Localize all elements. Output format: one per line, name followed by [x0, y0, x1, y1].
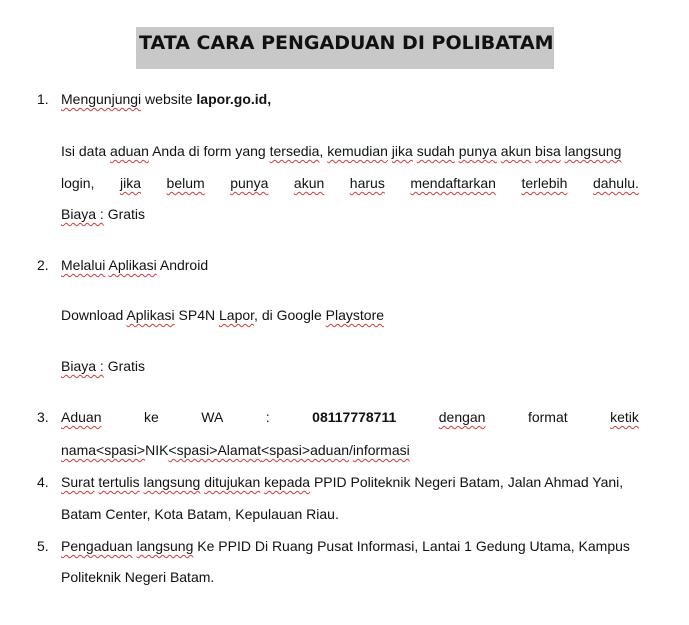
item-1-number: 1. — [37, 91, 49, 107]
item-1-cost — [61, 206, 145, 222]
word: format — [527, 409, 568, 425]
cost-value: Gratis — [103, 206, 146, 222]
word: mendaftarkan — [410, 175, 496, 191]
word: login, — [61, 175, 95, 191]
item-2-number: 2. — [37, 257, 49, 273]
item-3-number: 3. — [37, 409, 49, 425]
text-fragment: nama — [61, 442, 97, 458]
item-3-line-2 — [61, 442, 410, 458]
word: jika — [120, 175, 142, 191]
item-2-cost — [61, 358, 145, 374]
item-5-line-1 — [61, 538, 630, 554]
text-fragment: tertulis — [98, 474, 140, 490]
text-fragment: Ke PPID Di Ruang Pusat Informasi, Lantai 1 Gedung Utama, Kampus — [193, 538, 630, 554]
text-fragment: aduan — [310, 442, 350, 458]
text-fragment: tersedia — [269, 143, 320, 159]
text-fragment: jika — [391, 143, 413, 159]
item-4-line-2: Batam Center, Kota Batam, Kepulauan Riau. — [61, 506, 339, 522]
word: Aduan — [61, 409, 102, 425]
text-fragment: kemudian — [327, 143, 388, 159]
text-fragment: Surat — [61, 474, 95, 490]
text-fragment: Aplikasi — [126, 307, 175, 323]
text-fragment: NIK — [145, 442, 169, 458]
text-fragment: ditujukan — [204, 474, 261, 490]
text-fragment: <spasi> — [168, 442, 218, 458]
text-fragment: Pengaduan — [61, 538, 133, 554]
text-fragment: PPID Politeknik Negeri Batam, Jalan Ahmad Yani, — [310, 474, 624, 490]
item-1-paragraph-line-1 — [61, 143, 621, 159]
text-fragment: bisa — [535, 143, 561, 159]
text-fragment: langsung — [136, 538, 194, 554]
item-1-line — [61, 91, 271, 107]
item-5-line-2: Politeknik Negeri Batam. — [61, 569, 215, 585]
text-fragment: Anda di form yang — [148, 143, 270, 159]
text-fragment: aduan — [110, 143, 149, 159]
text-fragment: sudah — [416, 143, 455, 159]
text-fragment: Download — [61, 307, 127, 323]
text-fragment: , di Google — [254, 307, 326, 323]
item-4-number: 4. — [37, 474, 49, 490]
item-1-website: lapor.go.id, — [196, 91, 272, 107]
item-5-number: 5. — [37, 538, 49, 554]
text-fragment: <spasi> — [261, 442, 311, 458]
text-fragment: Android — [156, 257, 209, 273]
text-fragment: Playstore — [325, 307, 385, 323]
item-1-paragraph-line-2 — [61, 175, 639, 191]
word: terlebih — [521, 175, 568, 191]
text-fragment: SP4N — [174, 307, 219, 323]
text-fragment: Alamat — [217, 442, 262, 458]
item-2-download — [61, 307, 384, 323]
word: punya — [230, 175, 269, 191]
word: dengan — [438, 409, 486, 425]
item-3-line-1 — [61, 409, 639, 425]
text-fragment: informasi — [352, 442, 410, 458]
text-fragment: <spasi> — [96, 442, 146, 458]
phone-number: 08117778711 — [312, 409, 397, 425]
item-1-text: website — [141, 91, 197, 107]
word: WA — [201, 409, 224, 425]
item-1-word: Mengunjungi — [61, 91, 142, 107]
word: : — [265, 409, 270, 425]
word: harus — [349, 175, 385, 191]
text-fragment: kepada — [264, 474, 311, 490]
cost-value: Gratis — [103, 358, 146, 374]
word: dahulu. — [592, 175, 639, 191]
cost-label: Biaya : — [61, 358, 104, 374]
text-fragment: Isi data — [61, 143, 111, 159]
word: akun — [293, 175, 325, 191]
cost-label: Biaya : — [61, 206, 104, 222]
text-fragment: / — [349, 442, 353, 458]
text-fragment: langsung — [564, 143, 622, 159]
text-fragment: Melalui — [61, 257, 106, 273]
word: belum — [166, 175, 205, 191]
text-fragment: Aplikasi — [108, 257, 157, 273]
text-fragment: , — [319, 143, 328, 159]
item-2-line — [61, 257, 208, 273]
text-fragment: langsung — [143, 474, 201, 490]
word: ke — [143, 409, 159, 425]
text-fragment: Lapor — [219, 307, 255, 323]
text-fragment: punya — [458, 143, 497, 159]
page-title: TATA CARA PENGADUAN DI POLIBATAM — [136, 27, 554, 69]
text-fragment: akun — [500, 143, 532, 159]
item-4-line-1 — [61, 474, 623, 490]
word: ketik — [610, 409, 639, 425]
